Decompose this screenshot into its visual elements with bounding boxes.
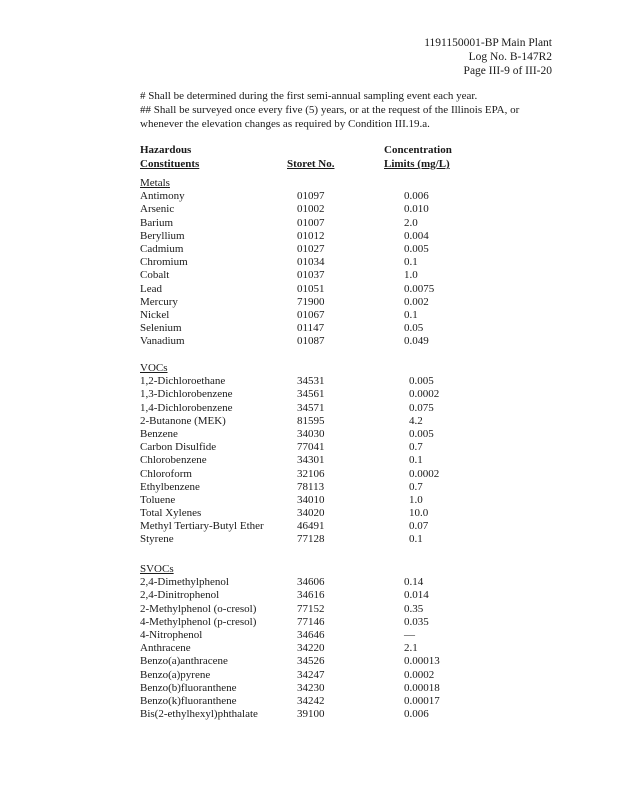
concentration-limit: 0.7: [409, 480, 423, 493]
concentration-limit: 0.006: [404, 708, 429, 721]
constituent-name: Selenium: [140, 322, 182, 335]
section-vocs: [140, 362, 440, 547]
storet-number: 34230: [297, 681, 325, 694]
constituent-name: 2,4-Dinitrophenol: [140, 589, 220, 602]
concentration-limit: 0.1: [409, 454, 423, 467]
storet-number: 01037: [297, 269, 325, 282]
constituent-name: Benzo(b)fluoranthene: [140, 681, 237, 694]
constituent-name: Chromium: [140, 256, 188, 269]
concentration-limit: 0.0002: [409, 467, 440, 480]
storet-number: 34220: [297, 642, 325, 655]
concentration-limit: 0.014: [404, 589, 429, 602]
storet-number: 34242: [297, 694, 325, 707]
table-row: [140, 295, 429, 309]
storet-number: 34531: [297, 375, 325, 388]
constituent-name: Anthracene: [140, 642, 191, 655]
concentration-limit: 0.00018: [404, 681, 440, 694]
concentration-limit: 0.00013: [404, 655, 440, 668]
storet-number: 77152: [297, 602, 325, 615]
constituent-name: Vanadium: [140, 335, 185, 348]
table-row: [140, 335, 429, 348]
concentration-limit: 0.1: [404, 308, 418, 321]
storet-number: 34561: [297, 388, 325, 401]
table-row: [140, 388, 440, 401]
concentration-limit: 0.010: [404, 203, 429, 216]
concentration-limit: 0.005: [404, 242, 429, 255]
constituent-name: Methyl Tertiary-Butyl Ether: [140, 520, 264, 533]
table-row: [140, 427, 434, 441]
table-row: [140, 533, 423, 546]
concentration-limit: 2.1: [404, 642, 418, 655]
constituent-name: 4-Methylphenol (p-cresol): [140, 615, 257, 628]
table-row: [140, 642, 418, 655]
storet-number: 34247: [297, 668, 325, 681]
col-header-storet: [287, 157, 334, 171]
storet-number: 01007: [297, 216, 325, 229]
concentration-limit: 0.075: [409, 401, 434, 414]
table-row: [140, 628, 415, 642]
constituent-name: 4-Nitrophenol: [140, 628, 203, 641]
table-row: [140, 655, 440, 668]
concentration-limit: 0.35: [404, 602, 424, 615]
storet-number: 01051: [297, 282, 325, 295]
storet-number: 34646: [297, 628, 325, 641]
storet-number: 46491: [297, 520, 325, 533]
table-row: [140, 229, 429, 243]
constituent-name: Styrene: [140, 533, 174, 546]
storet-number: 77146: [297, 615, 325, 628]
table-row: [140, 308, 418, 322]
table-row: [140, 190, 429, 203]
storet-number: 01012: [297, 229, 325, 242]
footnotes: [140, 89, 540, 131]
table-row: [140, 322, 424, 335]
storet-number: 34301: [297, 454, 325, 467]
table-row: [140, 520, 429, 533]
concentration-limit: 0.049: [404, 335, 429, 348]
concentration-limit: 0.1: [404, 256, 418, 269]
storet-number: 01097: [297, 190, 325, 203]
concentration-limit: 0.0002: [409, 388, 440, 401]
constituent-name: Total Xylenes: [140, 507, 202, 520]
storet-number: 01087: [297, 335, 325, 348]
storet-number: 34010: [297, 493, 325, 506]
table-row: [140, 615, 429, 629]
constituent-name: Mercury: [140, 295, 178, 308]
constituent-name: Lead: [140, 282, 162, 295]
table-row: [140, 242, 429, 256]
section-title: VOCs: [140, 362, 168, 374]
storet-number: 01002: [297, 203, 325, 216]
table-row: [140, 681, 440, 695]
concentration-limit: 0.7: [409, 441, 423, 454]
constituent-name: Nickel: [140, 308, 170, 321]
constituent-name: Bis(2-ethylhexyl)phthalate: [140, 708, 258, 721]
table-row: [140, 441, 423, 454]
constituent-name: Beryllium: [140, 229, 185, 242]
constituent-name: Benzo(k)fluoranthene: [140, 694, 237, 707]
storet-number: 39100: [297, 708, 325, 721]
storet-number: 34571: [297, 401, 325, 414]
storet-number: 34616: [297, 589, 325, 602]
table-row: [140, 414, 423, 428]
col-header-constituents: [140, 143, 199, 171]
constituent-name: 1,2-Dichloroethane: [140, 375, 226, 388]
constituent-name: 1,3-Dichlorobenzene: [140, 388, 233, 401]
constituent-name: Chlorobenzene: [140, 454, 207, 467]
table-row: [140, 454, 423, 467]
footnote-2: ## Shall be surveyed once every five (5) years, or at the request of the Illinois EPA, or whenever the elevation changes as required by Condition III.19.a.: [140, 104, 520, 130]
concentration-limit: —: [404, 628, 415, 641]
concentration-limit: 0.035: [404, 615, 429, 628]
col-header-constituents-line2: Constituents: [140, 158, 200, 170]
table-row: [140, 668, 435, 682]
storet-number: 77128: [297, 533, 325, 546]
storet-number: 34606: [297, 576, 325, 589]
constituent-name: Benzo(a)pyrene: [140, 668, 211, 681]
log-number: Log No. B-147R2: [468, 51, 552, 63]
concentration-limit: 10.0: [409, 507, 429, 520]
storet-number: 01147: [297, 322, 325, 335]
constituent-name: 2-Methylphenol (o-cresol): [140, 602, 257, 615]
concentration-limit: 0.004: [404, 229, 429, 242]
storet-number: 01027: [297, 242, 325, 255]
constituent-name: Benzene: [140, 427, 178, 440]
storet-number: 77041: [297, 441, 325, 454]
table-row: [140, 694, 440, 708]
col-header-limits-line2: Limits (mg/L): [384, 158, 450, 170]
constituent-name: Barium: [140, 216, 173, 229]
table-row: [140, 282, 435, 296]
concentration-limit: 0.00017: [404, 694, 440, 707]
constituent-name: Arsenic: [140, 203, 175, 216]
concentration-limit: 0.0002: [404, 668, 435, 681]
storet-number: 71900: [297, 295, 325, 308]
concentration-limit: 0.005: [409, 375, 434, 388]
concentration-limit: 1.0: [404, 269, 418, 282]
table-row: [140, 507, 429, 520]
constituent-name: Carbon Disulfide: [140, 441, 217, 454]
concentration-limit: 0.07: [409, 520, 429, 533]
col-header-limits: [384, 143, 452, 171]
storet-number: 01034: [297, 256, 325, 269]
concentration-limit: 0.006: [404, 190, 429, 203]
constituent-name: 2-Butanone (MEK): [140, 414, 226, 427]
concentration-limit: 1.0: [409, 493, 423, 506]
concentration-limit: 2.0: [404, 216, 418, 229]
storet-number: 34526: [297, 655, 325, 668]
col-header-storet-label: Storet No.: [287, 158, 335, 170]
constituent-name: Cadmium: [140, 242, 184, 255]
table-row: [140, 589, 429, 602]
concentration-limit: 0.005: [409, 427, 434, 440]
constituent-name: Cobalt: [140, 269, 170, 282]
table-row: [140, 256, 418, 269]
table-row: [140, 269, 418, 282]
section-svocs: [140, 563, 440, 721]
constituent-name: Antimony: [140, 190, 185, 203]
concentration-limit: 0.1: [409, 533, 423, 546]
table-row: [140, 708, 429, 721]
storet-number: 78113: [297, 480, 325, 493]
footnote-1: # Shall be determined during the first semi-annual sampling event each year.: [140, 90, 478, 102]
storet-number: 81595: [297, 414, 325, 427]
section-title: SVOCs: [140, 563, 174, 575]
concentration-limit: 0.002: [404, 295, 429, 308]
storet-number: 32106: [297, 467, 325, 480]
storet-number: 34020: [297, 507, 325, 520]
col-header-limits-line1: Concentration: [384, 144, 452, 156]
constituent-name: Chloroform: [140, 467, 192, 480]
concentration-limit: 4.2: [409, 414, 423, 427]
storet-number: 01067: [297, 308, 325, 321]
constituent-name: Toluene: [140, 493, 176, 506]
constituent-name: Ethylbenzene: [140, 480, 200, 493]
constituent-name: 1,4-Dichlorobenzene: [140, 401, 233, 414]
storet-number: 34030: [297, 427, 325, 440]
table-row: [140, 480, 423, 494]
table-row: [140, 216, 418, 230]
table-row: [140, 467, 440, 481]
page-header: [424, 36, 552, 78]
table-row: [140, 203, 429, 216]
col-header-constituents-line1: Hazardous: [140, 144, 192, 156]
table-row: [140, 375, 434, 388]
constituent-name: 2,4-Dimethylphenol: [140, 576, 229, 589]
concentration-limit: 0.05: [404, 322, 424, 335]
section-title: Metals: [140, 177, 170, 189]
table-row: [140, 602, 424, 616]
constituent-name: Benzo(a)anthracene: [140, 655, 228, 668]
table-row: [140, 576, 424, 589]
section-metals: [140, 177, 435, 348]
page-number: Page III-9 of III-20: [463, 65, 552, 77]
concentration-limit: 0.0075: [404, 282, 435, 295]
table-row: [140, 493, 423, 507]
concentration-limit: 0.14: [404, 576, 424, 589]
table-row: [140, 401, 434, 415]
facility-id: 1191150001-BP Main Plant: [424, 37, 552, 49]
